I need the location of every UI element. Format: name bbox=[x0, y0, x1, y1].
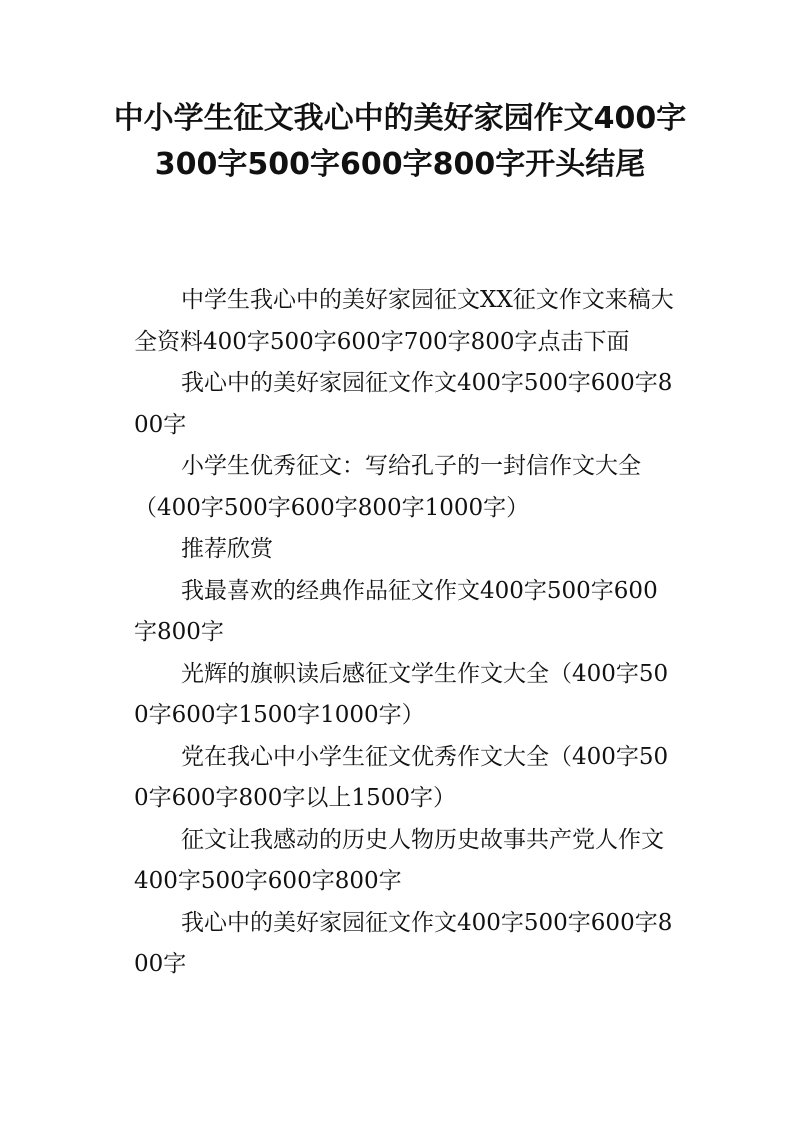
paragraph: 推荐欣赏 bbox=[181, 536, 273, 562]
document-title: 中小学生征文我心中的美好家园作文400字300字500字600字800字开头结尾 bbox=[113, 101, 687, 182]
paragraph: 光辉的旗帜读后感征文学生作文大全（400字500字600字1500字1000字） bbox=[134, 660, 669, 728]
paragraph: 我心中的美好家园征文作文400字500字600字800字 bbox=[134, 909, 673, 977]
paragraph: 中学生我心中的美好家园征文XX征文作文来稿大全资料400字500字600字700字800字点击下面 bbox=[134, 287, 674, 355]
document-body bbox=[134, 280, 674, 986]
paragraph: 小学生优秀征文：写给孔子的一封信作文大全（400字500字600字800字1000字） bbox=[134, 453, 641, 521]
paragraph: 我心中的美好家园征文作文400字500字600字800字 bbox=[134, 370, 673, 438]
paragraph: 征文让我感动的历史人物历史故事共产党人作文400字500字600字800字 bbox=[134, 826, 664, 894]
paragraph: 党在我心中小学生征文优秀作文大全（400字500字600字800字以上1500字） bbox=[134, 743, 669, 811]
paragraph: 我最喜欢的经典作品征文作文400字500字600字800字 bbox=[134, 577, 658, 645]
